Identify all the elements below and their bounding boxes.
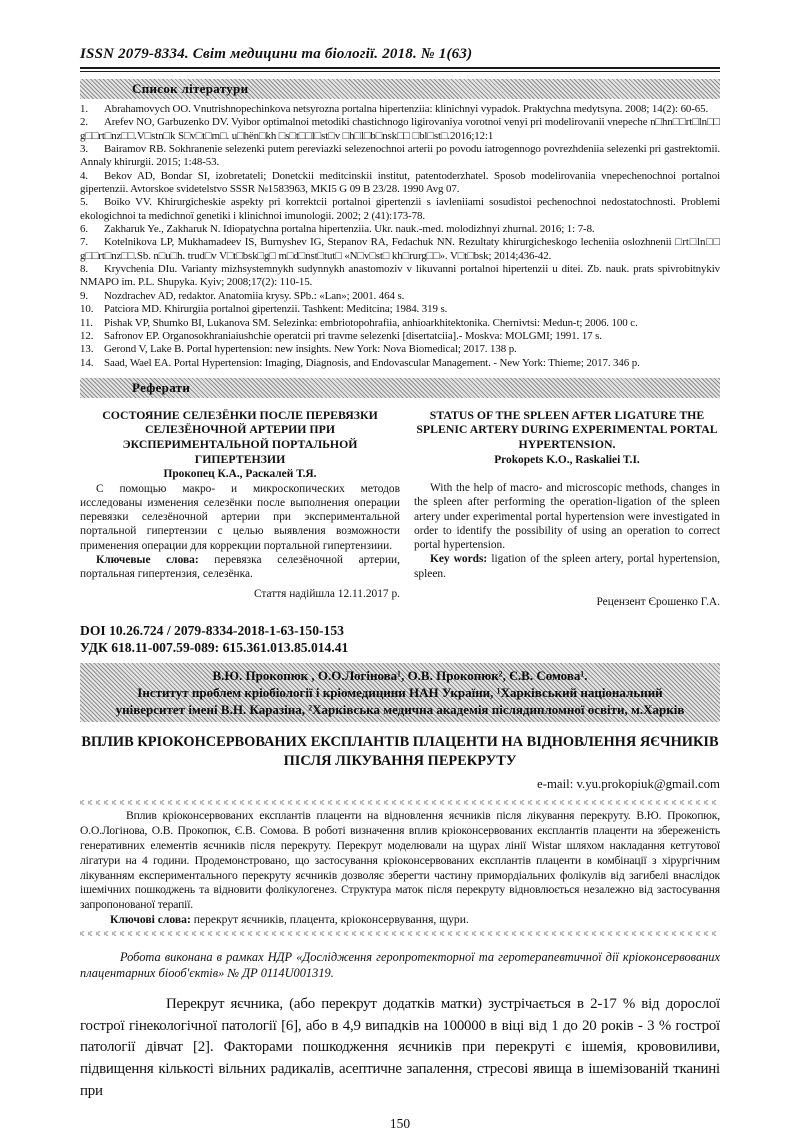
references-banner (80, 79, 720, 99)
abstracts-columns (80, 408, 720, 609)
reference-text: Kryvchenia DIu. Varianty mizhsystemnykh sudynnykh anastomoziv v likuvanni portalnoi hipertenzii u ditei. Zb. nauk. prats spivrobitnykiv NMAPO im. P.L. Shupyka. Kyiv; 2008;17(2): 110-15. (80, 263, 720, 289)
reference-number: 1. (80, 103, 88, 115)
abstract-en-authors: Prokopets K.O., Raskaliei T.I. (494, 453, 640, 466)
abstract-en-title: STATUS OF THE SPLEEN AFTER LIGATURE THE SPLENIC ARTERY DURING EXPERIMENTAL PORTAL HYPERTENSION. (416, 407, 718, 452)
reference-text: Abrahamovych OO. Vnutrishnopechinkova netsyrozna portalna hipertenziia: klinichnyi vypadok. Praktychna medytsyna. 2008; 14(2): 60-65. (104, 103, 709, 115)
reference-item (80, 330, 720, 343)
reference-text: Boiko VV. Khirurgicheskie aspekty pri korrektcii portalnoi gipertenzii s iavleniiami sosudistoi pechenochnoi nedostatochnosti. Problemi ekologichnoi ta medichnoï genetiki i klinichnoi imunologii. 2002; 2 (41):173-78. (80, 196, 720, 222)
reference-number: 5. (80, 196, 88, 209)
reference-text: Patciora MD. Khirurgiia portalnoi gipertenzii. Tashkent: Meditcina; 1984. 319 s. (104, 303, 448, 316)
article-authors-block (80, 663, 720, 722)
abstract-ru-authors: Прокопец К.А., Раскалей Т.Я. (163, 468, 317, 481)
reference-text: Bekov AD, Bondar SI, izobretateli; Donetckii meditcinskii institut, patentoderzhatel. Sposob modelirovaniia vnepechenochnoi portalnoi gipertenzii. Avtorskoe svidetelstvo SSSR №1583963, MKI5 G 09 B 23/28. 1990 Avg 07. (80, 169, 720, 196)
reference-text: Kotelnikova LP, Mukhamadeev IS, Burnyshev IG, Stepanov RA, Fedachuk NN. Rezultaty khirurgicheskogo lecheniia oslozhnenii □rt□ln□□ g□□rt□nz□□.Sb. n□u□h. trud□v V□t□bsk□g□ m□d□nst□tut□ «N□v□st□ kh□rurg□□». V□t□bsk; 2014;436-42. (80, 236, 720, 262)
journal-issn-header: ISSN 2079-8334. Світ медицини та біології. 2018. № 1(63) (80, 46, 473, 62)
reference-number: 6. (80, 223, 88, 236)
abstracts-banner (80, 378, 720, 398)
abstract-ru-title: СОСТОЯНИЕ СЕЛЕЗЁНКИ ПОСЛЕ ПЕРЕВЯЗКИ СЕЛЕЗЁНОЧНОЙ АРТЕРИИ ПРИ ЭКСПЕРИМЕНТАЛЬНОЙ ПОРТАЛЬНОЙ ГИПЕРТЕНЗИИ (102, 407, 378, 466)
reference-number: 14. (80, 356, 94, 369)
reference-item (80, 263, 720, 290)
article-affiliation-line1: Інститут проблем кріобіології і кріомедицини НАН України, ¹Харківський національний (137, 685, 663, 701)
udk-line: УДК 618.11-007.59-089: 615.361.013.85.014.41 (80, 639, 349, 655)
reference-number: 11. (80, 316, 93, 329)
reference-item (80, 290, 720, 303)
article-received-date: Стаття надійшла 12.11.2017 р. (253, 587, 400, 600)
reference-item (80, 116, 720, 143)
references-banner-label: Список літератури (132, 81, 249, 96)
reference-text: Zakharuk Ye., Zakharuk N. Idiopatychna portalna hipertenziia. Ukr. nauk.-med. molodizhnyi zhurnal. 2016; 1: 7-8. (104, 223, 595, 236)
article-affiliation-line2: університет імені В.Н. Каразіна, ²Харківська медична академія післядипломної освіти, м.Харків (115, 702, 685, 718)
article-keywords (80, 913, 720, 928)
reference-item (80, 343, 720, 356)
reference-number: 3. (80, 143, 88, 156)
reference-number: 2. (80, 116, 88, 129)
abstract-english-column (414, 408, 720, 609)
abstract-en-body: With the help of macro- and microscopic methods, changes in the spleen after performing the operation-ligation of the spleen artery under experimental portal hypertension were investigated in order to identify the possibility of using an operation to correct portal hypertension. (414, 481, 720, 552)
abstract-en-keywords-text: ligation of the spleen artery, portal hypertension, spleen. (414, 553, 720, 580)
article-email: e-mail: v.yu.prokopiuk@gmail.com (537, 777, 720, 792)
article-keywords-text: перекрут яєчників, плацента, кріоконсервування, щури. (193, 912, 469, 926)
page-number: 150 (389, 1116, 411, 1132)
article-reviewer: Рецензент Єрошенко Г.А. (596, 596, 720, 609)
reference-item (80, 143, 720, 170)
reference-number: 7. (80, 236, 88, 249)
reference-text: Arefev NO, Garbuzenko DV. Vyibor optimalnoi metodiki chastichnogo ligirovaniya vorotnoi venyi pri modelirovanii vnepeche n□hn□□rt□ln□□ g□□rt□nz□□.V□stn□k S□v□t□m□. u□hën□kh □s□t□□l□st□v □h□l□b□nsk□□ □bl□st□.2016;12:1 (80, 116, 720, 142)
article-authors: В.Ю. Прокопюк , О.О.Логінова¹, О.В. Прокопюк², Є.В. Сомова¹. (212, 668, 588, 684)
article-body-paragraph: Перекрут яєчника, (або перекрут додатків матки) зустрічається в 2-17 % від дорослої гострої гінекологічної патології [6], або в 4,9 випадків на 100000 в віці від 1 до 20 років - 3 % гострої патології дівчат [2]. Факторами пошкодження яєчників при перекруті є ішемія, крововиливи, підвищення кількості вільних радикалів, асептичне запалення, стресові явища в ішемізованій тканині при (80, 996, 720, 1099)
reference-item (80, 357, 720, 370)
abstract-en-keywords-label: Key words: (430, 553, 488, 566)
reference-number: 10. (80, 303, 94, 316)
header-double-rule (80, 67, 720, 72)
abstract-en-keywords (414, 552, 720, 581)
references-list (80, 103, 720, 370)
abstracts-banner-label: Реферати (132, 379, 191, 395)
reference-number: 12. (80, 329, 94, 342)
abstract-ru-keywords (80, 553, 400, 582)
reference-number: 8. (80, 263, 88, 276)
abstract-russian-column (80, 408, 400, 609)
abstract-ru-body: С помощью макро- и микроскопических методов исследованы изменения селезёнки после выполнения операции перевязки селезёночной артерии при экспериментальной портальной гипертензии с целью выявления возможности применения операции для коррекции портальной гипертензиии. (80, 482, 400, 552)
reference-text: Safronov EP. Organosokhraniaiushchie operatcii pri travme selezenki [disertatciia].- Moskva: MOLGMI; 1991. 17 s. (104, 329, 602, 342)
reference-number: 13. (80, 343, 94, 356)
reference-item (80, 170, 720, 197)
reference-text: Bairamov RB. Sokhranenie selezenki putem pereviazki selezenochnoi arterii po povodu iatrogennogo povrezhdeniia selezenki pri gastrektomii. Annaly khirurgii. 2015; 1:48-53. (80, 143, 720, 169)
reference-item (80, 317, 720, 330)
article-title: ВПЛИВ КРІОКОНСЕРВОВАНИХ ЕКСПЛАНТІВ ПЛАЦЕНТИ НА ВІДНОВЛЕННЯ ЯЄЧНИКІВ ПІСЛЯ ЛІКУВАННЯ ПЕРЕКРУТУ (81, 734, 719, 770)
reference-item (80, 303, 720, 316)
reference-item (80, 223, 720, 236)
reference-item (80, 103, 720, 116)
reference-text: Nozdrachev AD, redaktor. Anatomiia krysy. SPb.: «Lan»; 2001. 464 s. (104, 289, 405, 302)
article-keywords-label: Ключові слова: (110, 912, 191, 926)
abstract-ru-keywords-text: перевязка селезёночной артерии, портальная гипертензия, селезёнка. (80, 554, 400, 581)
doi-line: DOI 10.26.724 / 2079-8334-2018-1-63-150-153 (80, 623, 344, 639)
reference-item (80, 196, 720, 223)
funding-note: Робота виконана в рамках НДР «Дослідження геропротекторної та геротерапевтичної дії кріоконсервованих плацентарних біооб'єктів» № ДР 0114U001319. (80, 949, 720, 980)
reference-number: 9. (80, 289, 88, 302)
reference-number: 4. (80, 169, 88, 182)
reference-text: Saad, Wael EA. Portal Hypertension: Imaging, Diagnosis, and Endovascular Management. - New York: Thieme; 2017. 346 p. (104, 356, 640, 369)
reference-item (80, 236, 720, 263)
reference-text: Gerond V, Lake B. Portal hypertension: new insights. New York: Nova Biomedical; 2017. 138 p. (104, 343, 517, 356)
article-abstract-ua: Вплив кріоконсервованих експлантів плаценти на відновлення яєчників після лікування перекруту. В.Ю. Прокопюк, О.О.Логінова, О.В. Прокопюк, Є.В. Сомова. В роботі визначення вплив кріоконсервованих експлантів плаценти на збереженість генеративних елементів яєчників після перекруту. Перекрут моделювали на щурах лінії Wistar шляхом накладання кетгутової лігатури на 4 години. Продемонстровано, що застосування кріоконсервованих експлантів плаценти в комбінації з хірургічним лікуванням експериментального перекруту яєчників дозволяє зберегти частину примордіальних фолікулів від загибелі внаслідок ішемічних пошкоджень та відновити фолікулогенез. Структура маток після перекруту відновлюється незалежно від застосування запропонованої терапії. (80, 809, 720, 912)
zigzag-divider-bottom (80, 931, 720, 936)
abstract-ru-keywords-label: Ключевые слова: (96, 554, 199, 567)
reference-text: Pishak VP, Shumko BI, Lukanova SM. Selezinka: embriotopohrafiia, anhioarkhitektonika. Chernivtsi: Medun-t; 2006. 100 c. (104, 316, 638, 329)
zigzag-divider-top (80, 800, 720, 805)
